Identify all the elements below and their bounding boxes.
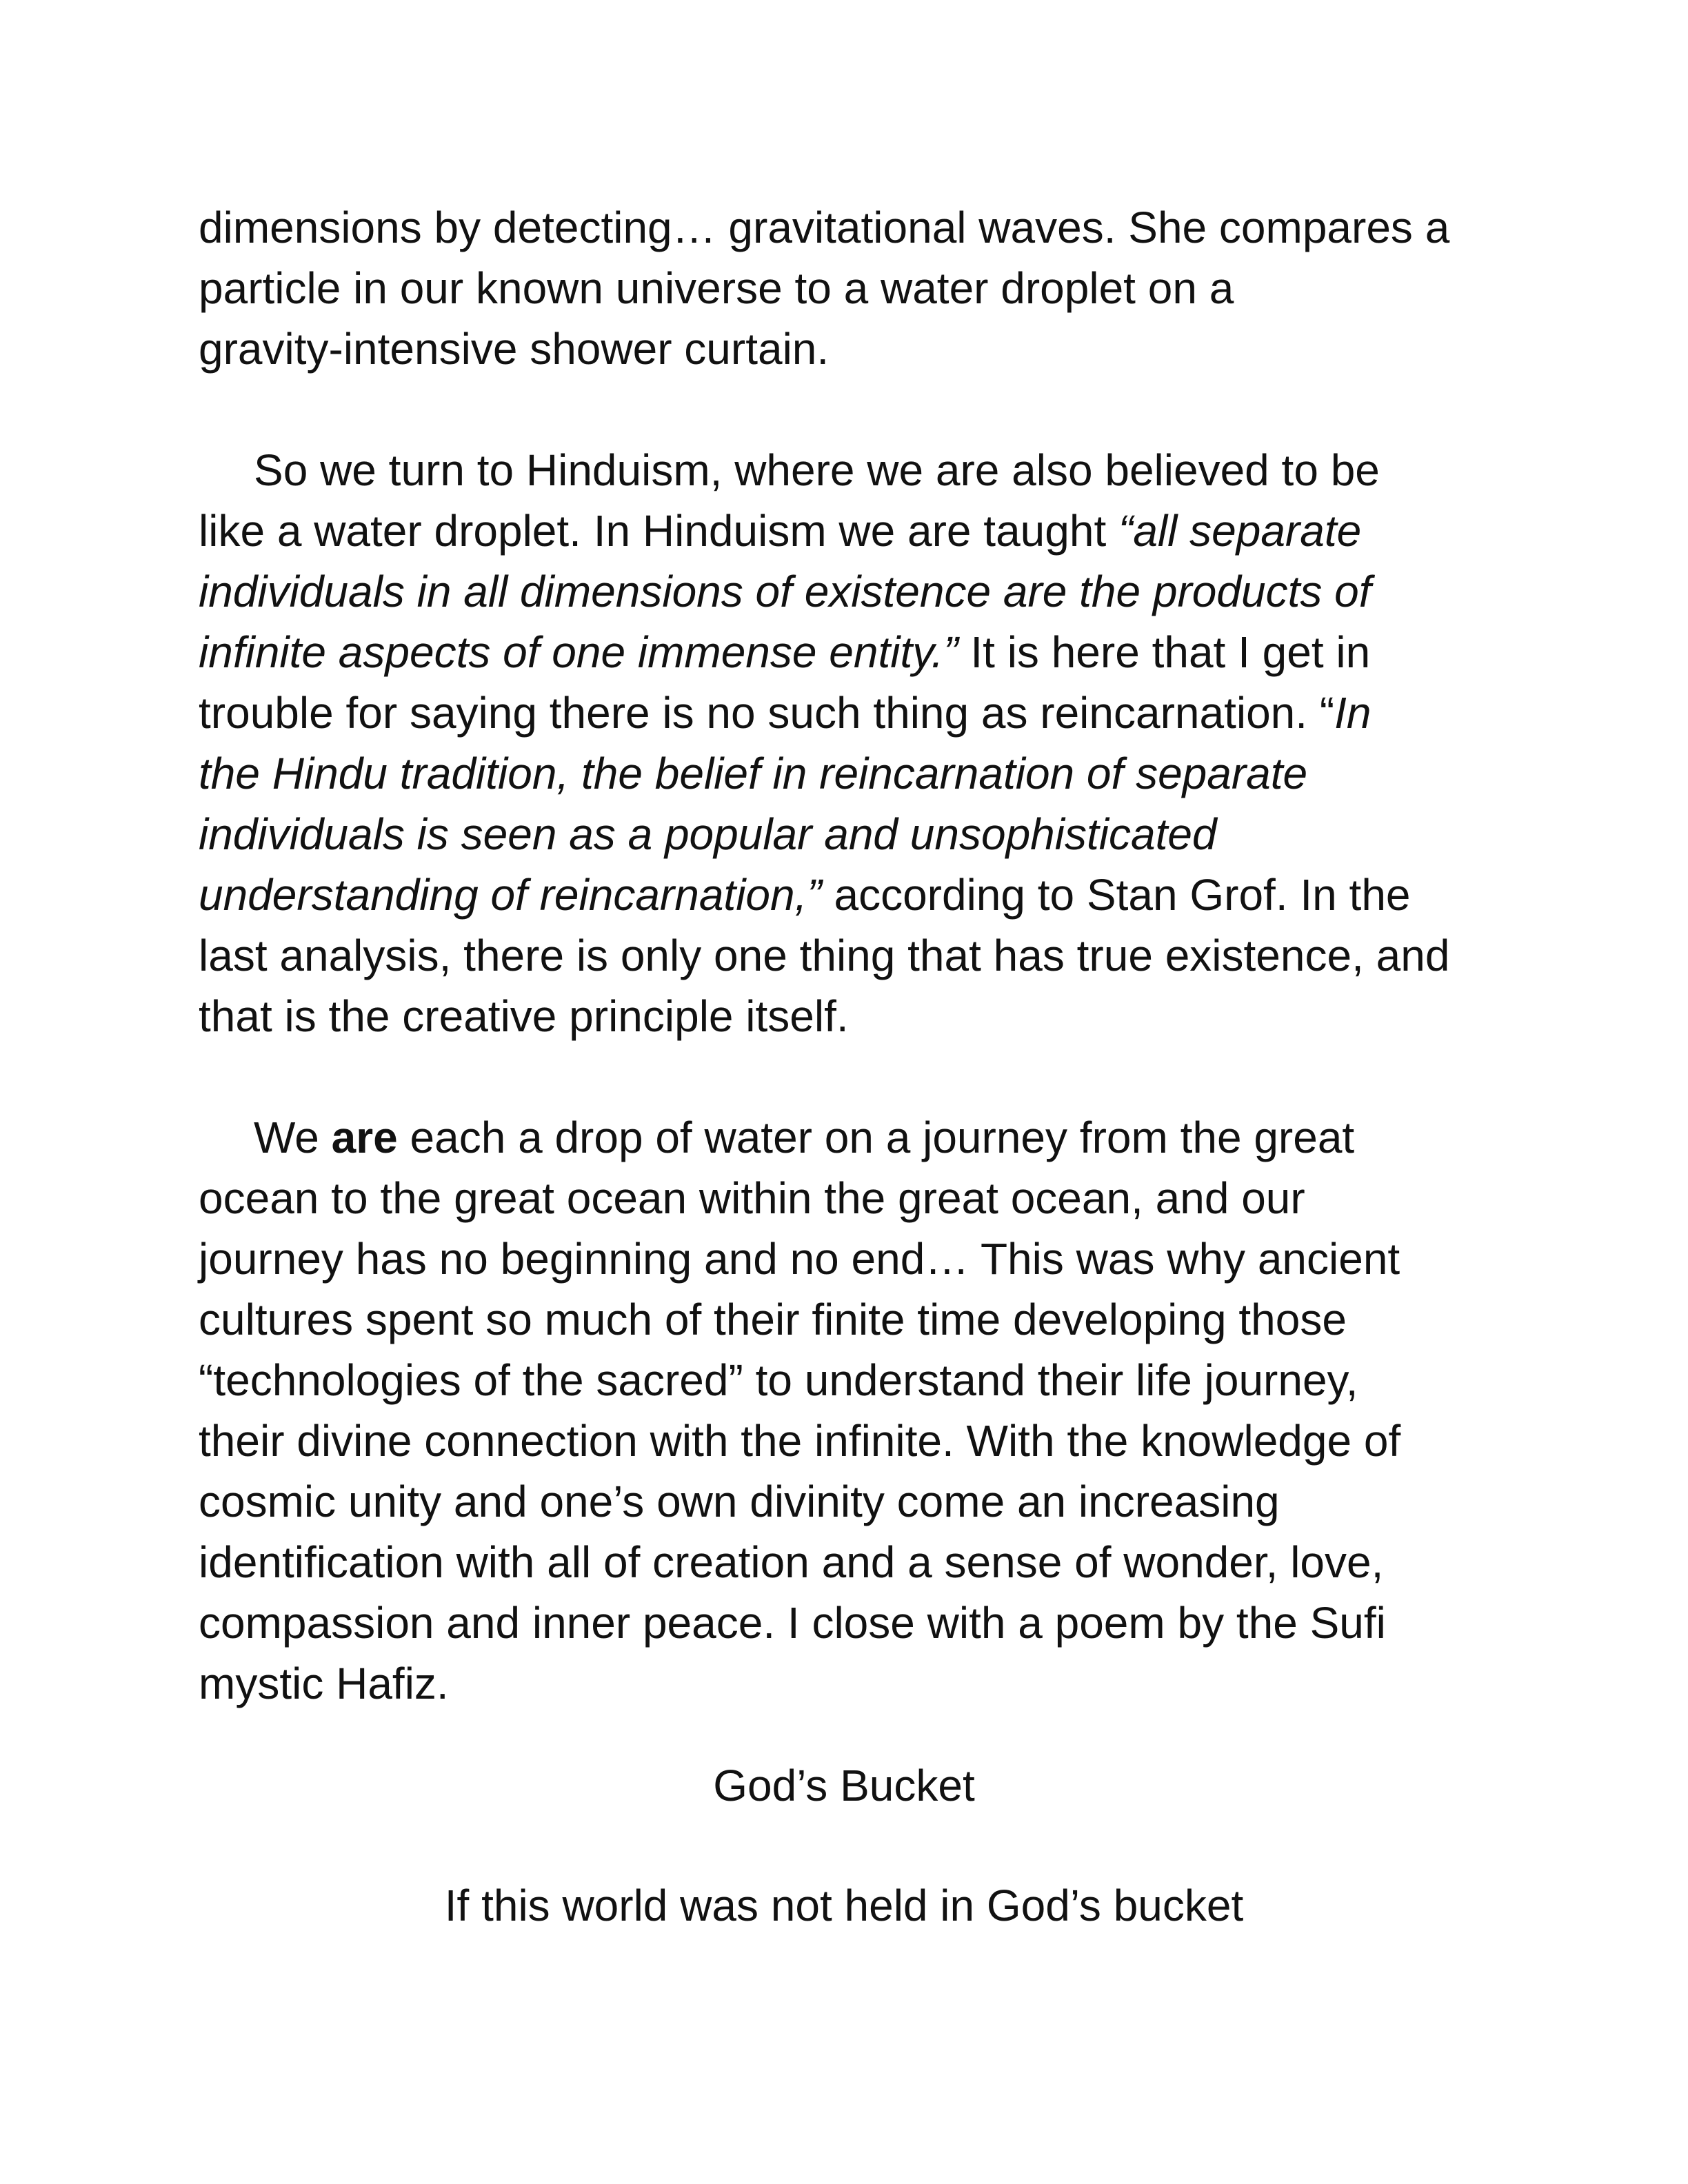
poem-first-line: If this world was not held in God’s bucket bbox=[444, 1881, 1244, 1930]
text-run: according to Stan Grof. In the bbox=[821, 870, 1411, 920]
text-line bbox=[199, 561, 1495, 622]
text-line bbox=[199, 501, 1495, 561]
italic-quote: infinite aspects of one immense entity.” bbox=[199, 627, 958, 677]
text-line bbox=[199, 1107, 1495, 1168]
italic-quote: individuals is seen as a popular and unsophisticated bbox=[199, 809, 1217, 859]
text-run: each a drop of water on a journey from the great bbox=[397, 1113, 1355, 1162]
text-line: journey has no beginning and no end… This was why ancient bbox=[199, 1234, 1400, 1284]
paragraph-water-drop bbox=[199, 1107, 1495, 1714]
text-line: particle in our known universe to a water droplet on a bbox=[199, 263, 1234, 313]
text-run: It is here that I get in bbox=[958, 627, 1371, 677]
italic-quote: individuals in all dimensions of existence are the products of bbox=[199, 567, 1372, 616]
text-line: their divine connection with the infinite. With the knowledge of bbox=[199, 1416, 1401, 1466]
text-line: dimensions by detecting… gravitational waves. She compares a bbox=[199, 203, 1450, 252]
text-line: So we turn to Hinduism, where we are also believed to be bbox=[254, 445, 1380, 495]
paragraph-gap bbox=[199, 379, 1495, 440]
paragraph-gap bbox=[199, 1046, 1495, 1107]
text-line: gravity-intensive shower curtain. bbox=[199, 324, 830, 374]
italic-quote: understanding of reincarnation,” bbox=[199, 870, 822, 920]
text-line bbox=[199, 804, 1495, 865]
text-line: cosmic unity and one’s own divinity come an increasing bbox=[199, 1477, 1280, 1526]
paragraph-hinduism bbox=[199, 440, 1495, 1046]
text-line: last analysis, there is only one thing that has true existence, and bbox=[199, 931, 1450, 980]
paragraph-continued bbox=[199, 197, 1495, 379]
text-line: that is the creative principle itself. bbox=[199, 991, 849, 1041]
italic-quote: the Hindu tradition, the belief in reincarnation of separate bbox=[199, 749, 1308, 798]
text-run: trouble for saying there is no such thing as reincarnation. “ bbox=[199, 688, 1335, 738]
text-line: compassion and inner peace. I close with a poem by the Sufi bbox=[199, 1598, 1386, 1648]
bold-emphasis: are bbox=[331, 1113, 398, 1162]
italic-quote: “all separate bbox=[1118, 506, 1362, 556]
text-line: identification with all of creation and a sense of wonder, love, bbox=[199, 1537, 1384, 1587]
text-line bbox=[199, 622, 1495, 682]
text-line: ocean to the great ocean within the great ocean, and our bbox=[199, 1173, 1305, 1223]
body-text bbox=[199, 197, 1495, 1714]
text-line bbox=[199, 743, 1495, 804]
text-run: We bbox=[254, 1113, 332, 1162]
text-run: like a water droplet. In Hinduism we are taught bbox=[199, 506, 1118, 556]
text-line: mystic Hafiz. bbox=[199, 1659, 449, 1708]
text-line bbox=[199, 865, 1495, 925]
poem-title: God’s Bucket bbox=[713, 1761, 975, 1810]
text-line bbox=[199, 682, 1495, 743]
italic-quote: In bbox=[1334, 688, 1372, 738]
text-line: cultures spent so much of their finite time developing those bbox=[199, 1295, 1347, 1344]
text-line: “technologies of the sacred” to understand their life journey, bbox=[199, 1355, 1358, 1405]
